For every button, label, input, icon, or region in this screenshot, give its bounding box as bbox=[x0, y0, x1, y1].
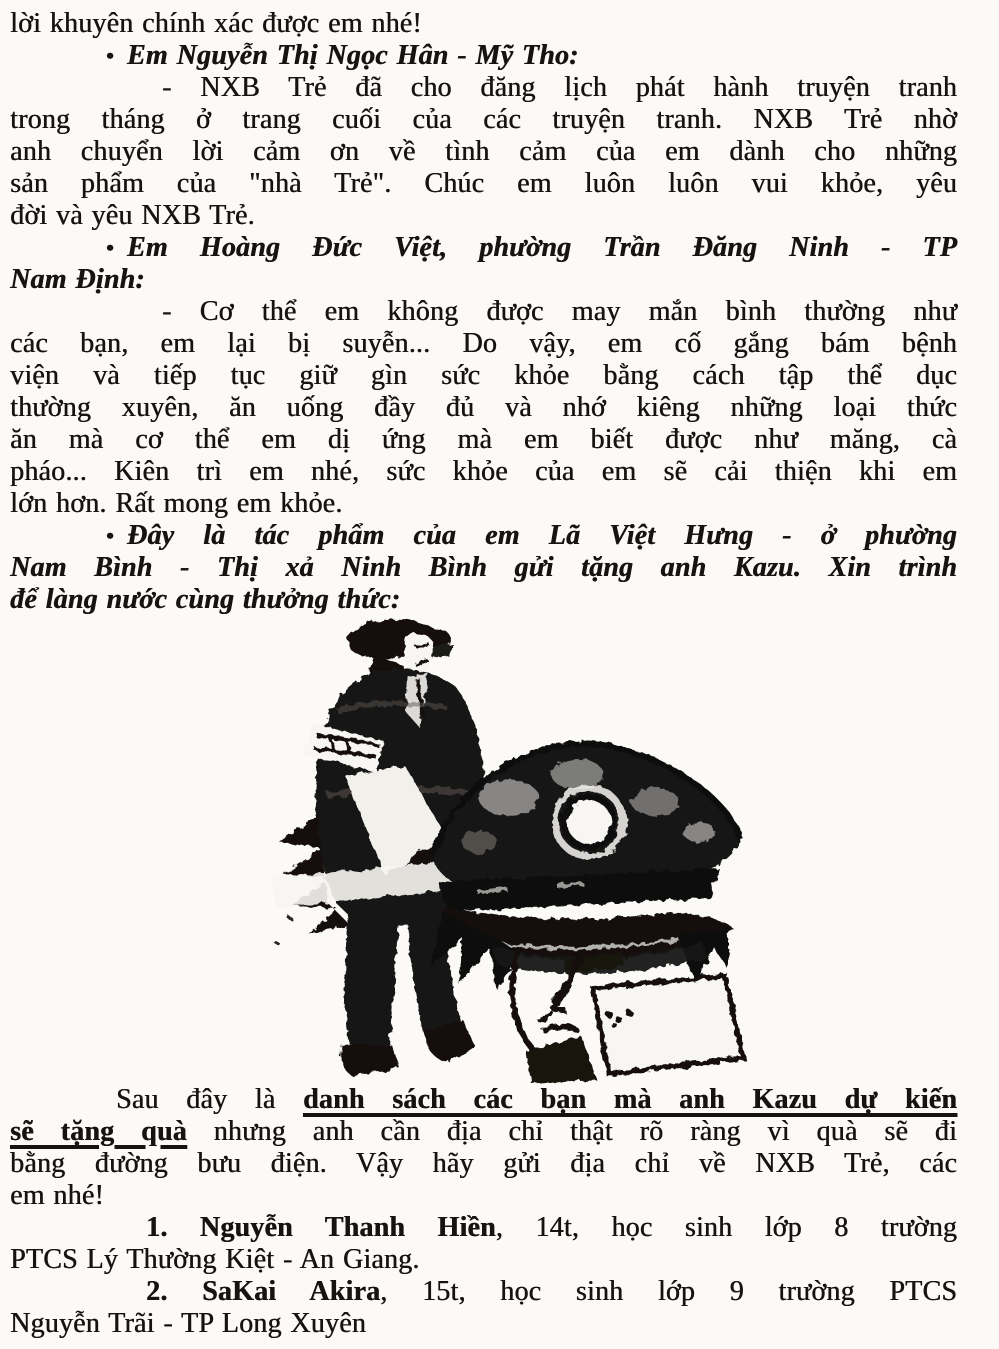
text-run: trong tháng ở trang cuối của các truyện tranh. NXB Trẻ nhờ bbox=[10, 104, 957, 135]
text-line bbox=[10, 584, 957, 616]
text-line bbox=[10, 232, 957, 264]
text-line bbox=[10, 8, 957, 40]
text-line bbox=[10, 1180, 957, 1212]
text-line bbox=[10, 456, 957, 488]
text-run: 1. Nguyễn Thanh Hiền bbox=[146, 1212, 496, 1243]
text-run: danh sách các bạn mà anh Kazu dự kiến bbox=[302, 1084, 957, 1115]
text-run: - NXB Trẻ đã cho đăng lịch phát hành truyện tranh bbox=[162, 72, 957, 103]
text-line bbox=[10, 1116, 957, 1148]
letters-section bbox=[10, 8, 957, 616]
text-line bbox=[10, 1308, 957, 1340]
text-line bbox=[10, 136, 957, 168]
text-line bbox=[10, 168, 957, 200]
text-run: - Cơ thể em không được may mắn bình thường như bbox=[162, 296, 957, 327]
illustration-block bbox=[10, 616, 957, 1084]
text-run: sản phẩm của "nhà Trẻ". Chúc em luôn luôn vui khỏe, yêu bbox=[10, 168, 957, 199]
text-line bbox=[10, 552, 957, 584]
text-run: PTCS Lý Thường Kiệt - An Giang. bbox=[10, 1244, 420, 1275]
mouth-line bbox=[545, 1027, 575, 1030]
text-run: em nhé! bbox=[10, 1180, 104, 1211]
text-line bbox=[10, 424, 957, 456]
text-line bbox=[10, 520, 957, 552]
gift-list-section bbox=[10, 1084, 957, 1340]
fan-art-illustration bbox=[257, 616, 775, 1084]
text-run: Sau đây là bbox=[116, 1084, 303, 1115]
text-run: đời và yêu NXB Trẻ. bbox=[10, 200, 255, 231]
text-run: các bạn, em lại bị suyễn... Do vậy, em cố gắng bám bệnh bbox=[10, 328, 957, 359]
text-line bbox=[10, 296, 957, 328]
text-line bbox=[10, 1244, 957, 1276]
text-line bbox=[10, 1148, 957, 1180]
text-run: Em Nguyễn Thị Ngọc Hân - Mỹ Tho: bbox=[126, 40, 579, 71]
text-line bbox=[10, 200, 957, 232]
text-line bbox=[10, 72, 957, 104]
text-run: nhưng anh cần địa chỉ thật rõ ràng vì quà sẽ đi bbox=[186, 1116, 957, 1147]
text-line bbox=[10, 328, 957, 360]
neck-shadow bbox=[527, 1036, 597, 1084]
cap-emblem bbox=[564, 797, 614, 847]
text-run: , 15t, học sinh lớp 9 trường PTCS bbox=[380, 1276, 957, 1307]
bullet-marker: • bbox=[106, 235, 114, 260]
text-run: viện và tiếp tục giữ gìn sức khỏe bằng cách tập thể dục bbox=[10, 360, 957, 391]
text-line bbox=[10, 1212, 957, 1244]
text-run: pháo... Kiên trì em nhé, sức khỏe của em sẽ cải thiện khi em bbox=[10, 456, 957, 487]
text-run: để làng nước cùng thưởng thức: bbox=[10, 584, 401, 615]
text-run: Nguyễn Trãi - TP Long Xuyên bbox=[10, 1308, 366, 1339]
text-line bbox=[10, 40, 957, 72]
text-line bbox=[10, 1084, 957, 1116]
text-line bbox=[10, 264, 957, 296]
text-run: lớn hơn. Rất mong em khỏe. bbox=[10, 488, 343, 519]
text-run: Nam Định: bbox=[10, 264, 145, 295]
text-line bbox=[10, 104, 957, 136]
text-run: 2. SaKai Akira bbox=[146, 1276, 381, 1307]
text-run: Nam Bình - Thị xả Ninh Bình gửi tặng anh Kazu. Xin trình bbox=[10, 552, 957, 583]
text-line bbox=[10, 392, 957, 424]
text-line bbox=[10, 488, 957, 520]
text-run: Đây là tác phẩm của em Lã Việt Hưng - ở phường bbox=[126, 520, 957, 551]
text-run: sẽ tặng quà bbox=[10, 1116, 187, 1147]
text-run: thường xuyên, ăn uống đầy đủ và nhớ kiêng những loại thức bbox=[10, 392, 957, 423]
bullet-marker: • bbox=[106, 43, 114, 68]
portrait-head bbox=[429, 744, 743, 1084]
text-run: , 14t, học sinh lớp 8 trường bbox=[495, 1212, 957, 1243]
text-run: lời khuyên chính xác được em nhé! bbox=[10, 8, 422, 39]
text-run: bằng đường bưu điện. Vậy hãy gửi địa chỉ về NXB Trẻ, các bbox=[10, 1148, 957, 1179]
text-line bbox=[10, 360, 957, 392]
text-run: ăn mà cơ thể em dị ứng mà em biết được như măng, cà bbox=[10, 424, 957, 455]
text-run: Em Hoàng Đức Việt, phường Trần Đăng Ninh - TP bbox=[126, 232, 957, 263]
text-line bbox=[10, 1276, 957, 1308]
text-run: anh chuyển lời cảm ơn về tình cảm của em dành cho những bbox=[10, 136, 957, 167]
bullet-marker: • bbox=[106, 523, 114, 548]
